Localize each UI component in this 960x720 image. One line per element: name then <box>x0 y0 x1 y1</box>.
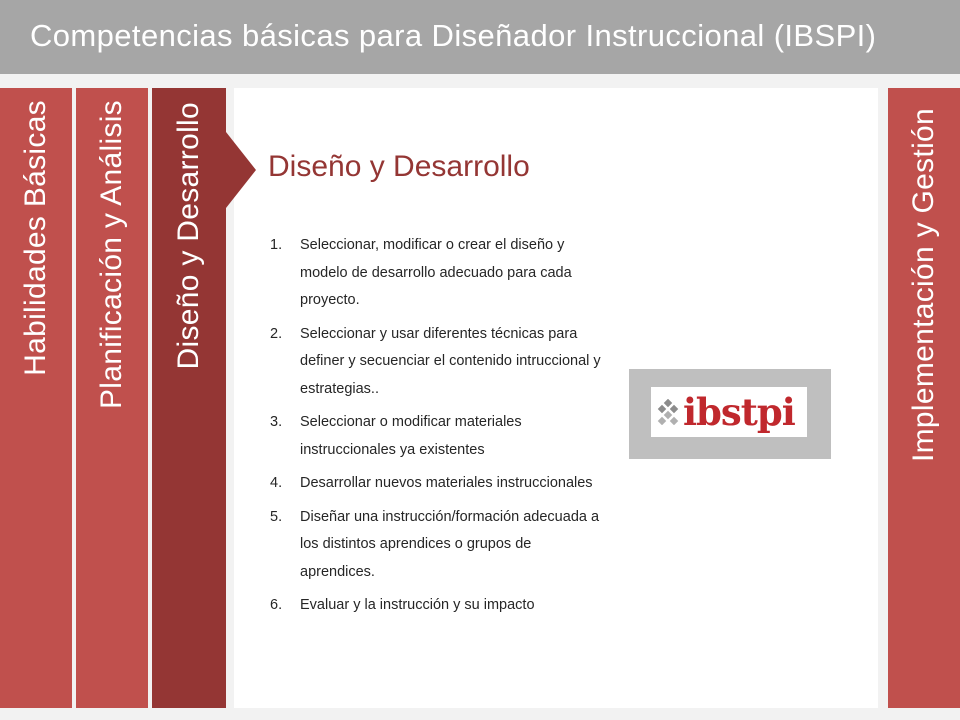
competency-list <box>270 232 610 626</box>
tab-planificacion-analisis[interactable] <box>76 88 148 708</box>
item-text: Evaluar y la instrucción y su impacto <box>300 597 535 613</box>
tab-label: Planificación y Análisis <box>95 100 128 410</box>
list-item <box>270 321 610 404</box>
item-number: 2. <box>270 325 283 342</box>
logo-text: ibstpi <box>683 389 795 434</box>
panel-heading: Diseño y Desarrollo <box>268 150 530 183</box>
item-number: 1. <box>270 237 283 253</box>
page-title: Competencias básicas para Diseñador Instruccional (IBSPI) <box>30 18 877 53</box>
list-item <box>270 504 610 587</box>
active-tab-pointer <box>226 132 256 208</box>
tab-label: Diseño y Desarrollo <box>172 102 205 370</box>
item-number: 3. <box>270 414 283 430</box>
tab-label: Implementación y Gestión <box>907 108 940 463</box>
ibstpi-logo <box>629 369 831 459</box>
diamond-grid-logo-icon <box>655 399 681 425</box>
list-item <box>270 409 610 464</box>
title-bar <box>0 0 960 74</box>
tab-diseno-desarrollo[interactable] <box>152 88 226 708</box>
item-number: 4. <box>270 475 283 491</box>
item-text: Diseñar una instrucción/formación adecuada a los distintos aprendices o grupos de aprendices. <box>300 508 600 580</box>
item-text: Seleccionar, modificar o crear el diseño y modelo de desarrollo adecuado para cada proyecto. <box>300 237 572 308</box>
item-text: Seleccionar y usar diferentes técnicas para definer y secuenciar el contenido intruccional y estrategias.. <box>300 325 601 397</box>
item-number: 6. <box>270 597 283 613</box>
item-number: 5. <box>270 508 283 525</box>
item-text: Desarrollar nuevos materiales instruccionales <box>300 475 593 491</box>
list-item <box>270 470 610 498</box>
item-text: Seleccionar o modificar materiales instruccionales ya existentes <box>300 414 522 458</box>
tab-label: Habilidades Básicas <box>19 100 52 376</box>
tab-implementacion-gestion[interactable] <box>888 88 960 708</box>
logo-inner <box>651 387 807 437</box>
tab-habilidades-basicas[interactable] <box>0 88 72 708</box>
list-item <box>270 592 610 620</box>
list-item <box>270 232 610 315</box>
